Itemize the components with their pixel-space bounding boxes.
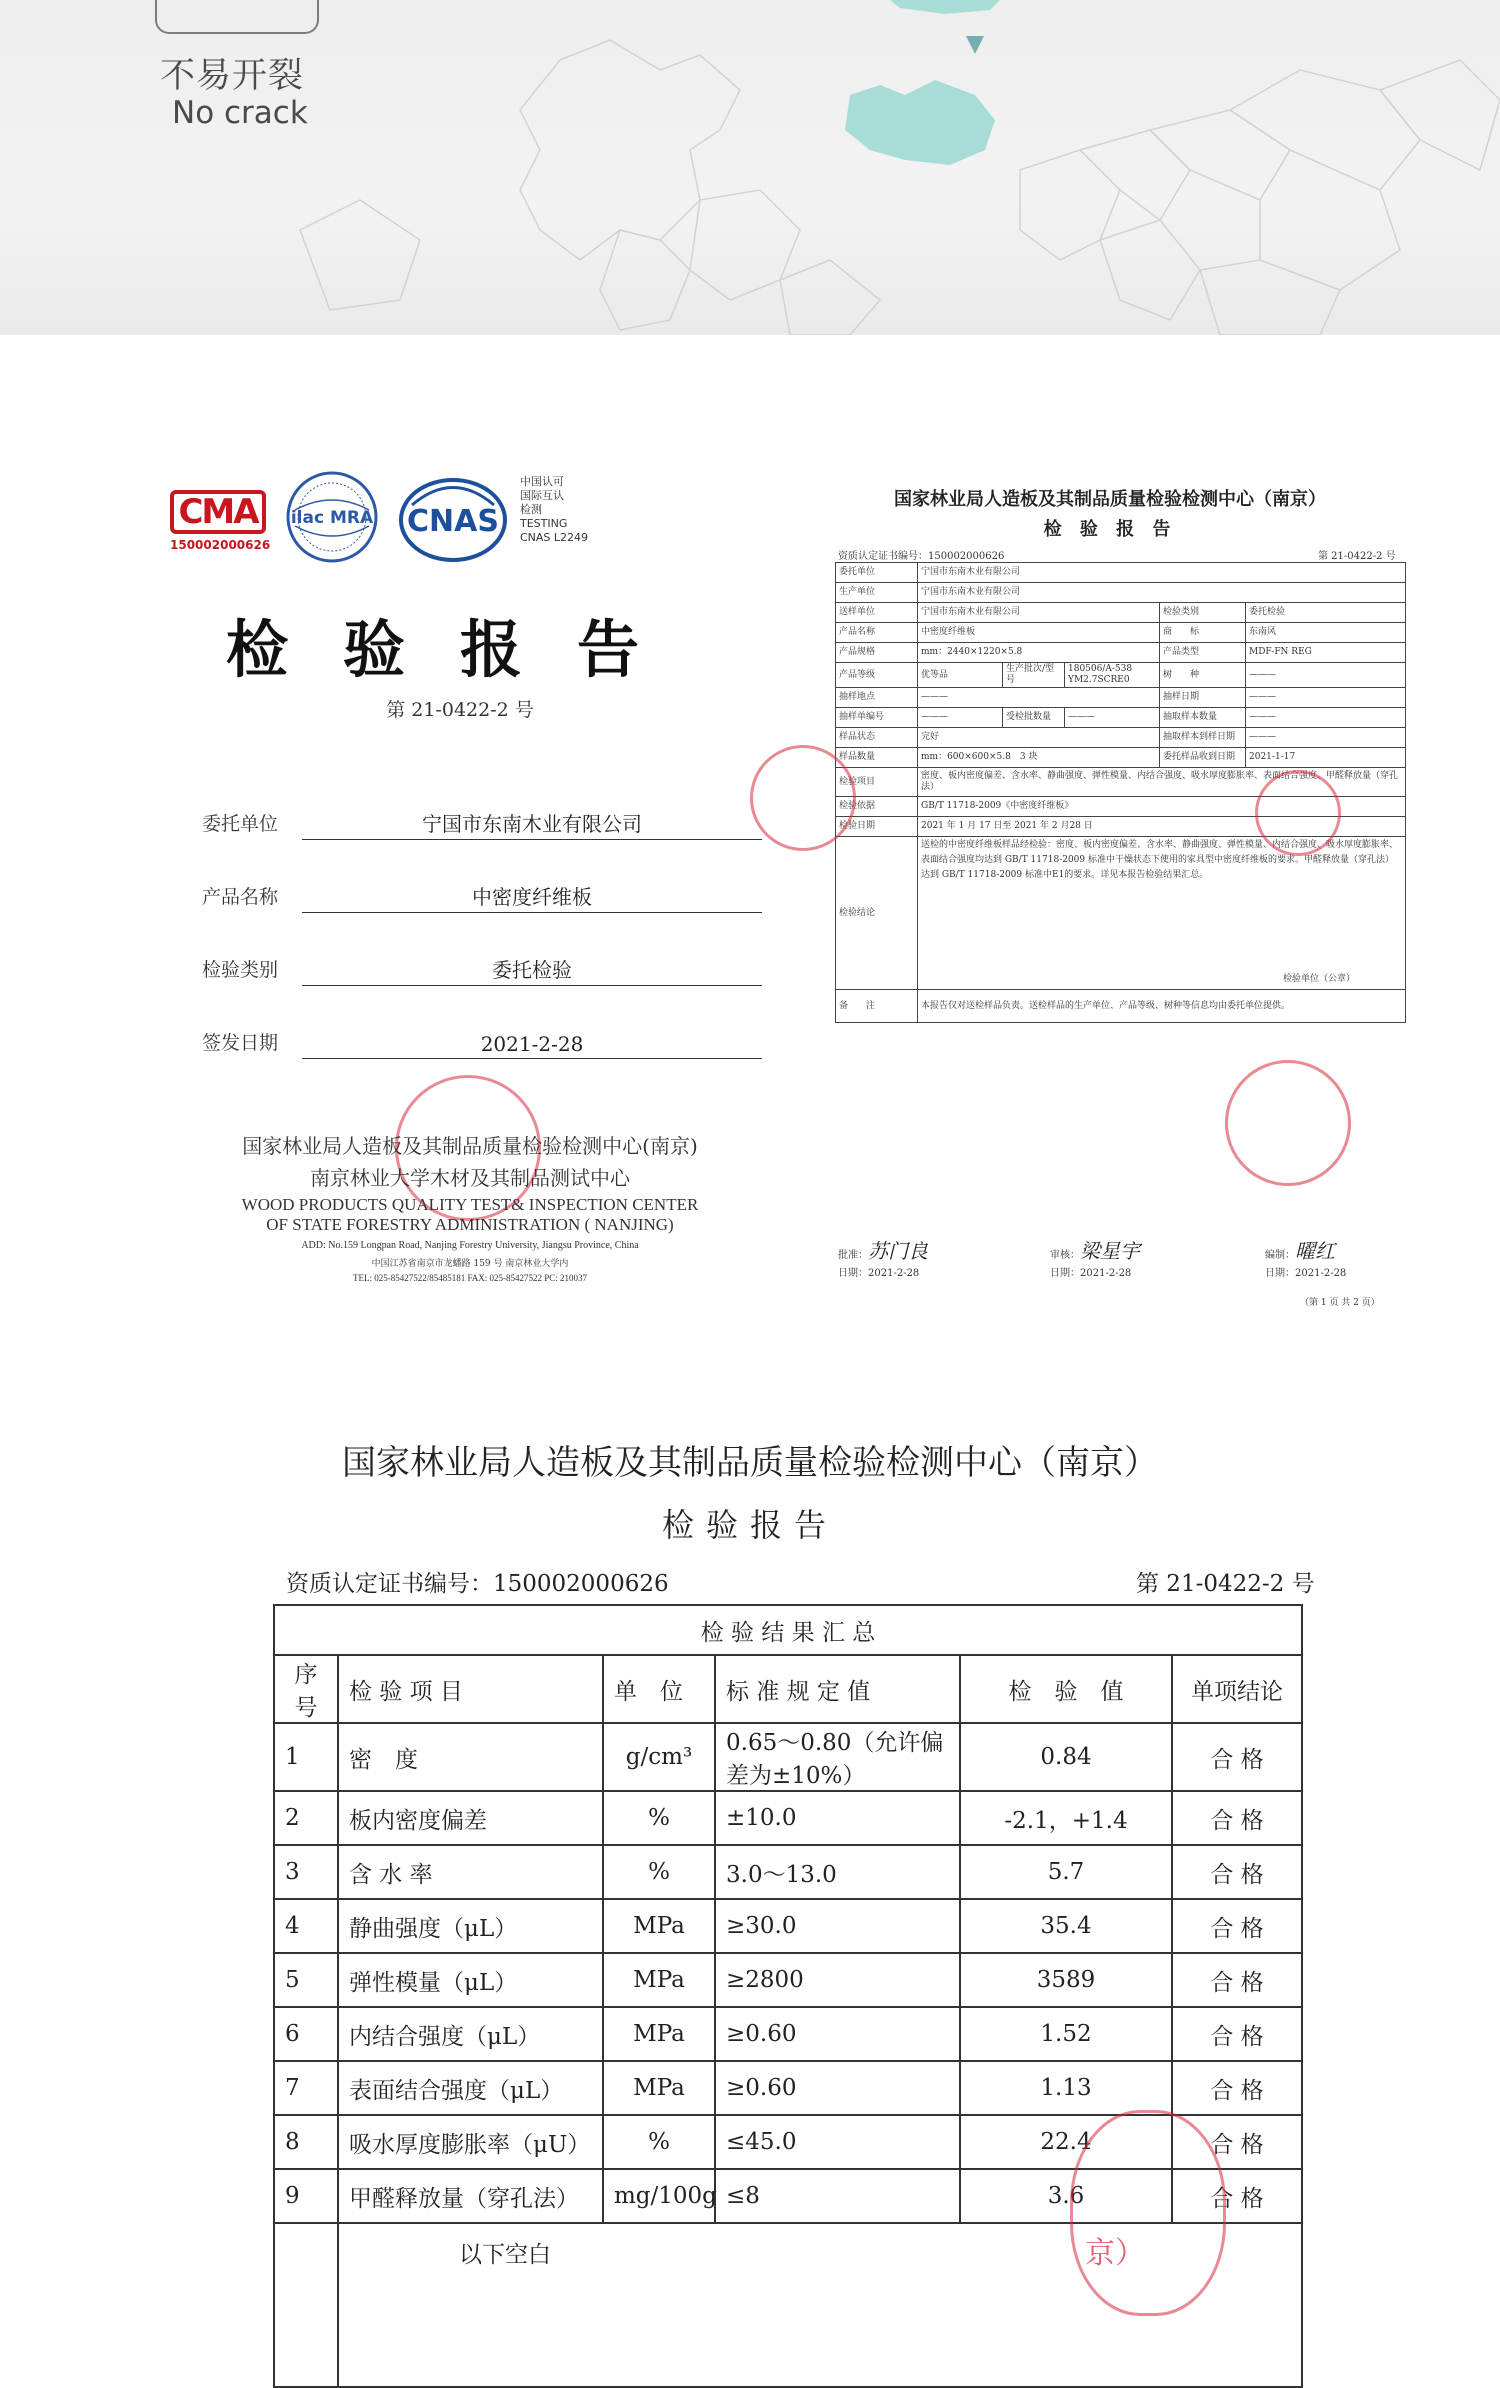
ilac-mra-logo	[285, 470, 380, 565]
sign-date: 2021-2-28	[1080, 1268, 1132, 1279]
table-row	[836, 708, 1406, 728]
cnas-side-line: 中国认可	[520, 475, 564, 488]
cell-result: 合 格	[1172, 1723, 1302, 1791]
conclusion-cell	[918, 837, 1406, 990]
cell-value: ———	[1246, 708, 1406, 728]
cell-value: 中密度纤维板	[918, 623, 1160, 643]
table-row	[274, 2061, 1302, 2115]
cell-no: 6	[274, 2007, 338, 2061]
cell-result: 合 格	[1172, 1845, 1302, 1899]
table-row	[836, 990, 1406, 1023]
cell-value: 宁国市东南木业有限公司	[918, 563, 1406, 583]
cell-label: 送样单位	[836, 603, 918, 623]
cell-no: 3	[274, 1845, 338, 1899]
cell-standard: ±10.0	[715, 1791, 960, 1845]
cell-item: 弹性模量（μL）	[338, 1953, 603, 2007]
cell-label: 样品数量	[836, 748, 918, 768]
cell-value: 0.84	[960, 1723, 1172, 1791]
cnas-logo	[398, 475, 508, 565]
field-product	[202, 873, 762, 913]
org-name-en-2: OF STATE FORESTRY ADMINISTRATION ( NANJING)	[266, 1215, 674, 1234]
cell-item: 静曲强度（μL）	[338, 1899, 603, 1953]
column-header: 序号	[274, 1655, 338, 1723]
feature-label-en: No crack	[172, 95, 308, 131]
cell-item: 密 度	[338, 1723, 603, 1791]
conclusion-text: 送检的中密度纤维板样品经检验：密度、板内密度偏差、含水率、静曲强度、弹性模量、内结合强度、吸水厚度膨胀率、表面结合强度均达到 GB/T 11718-2009 标准中干燥状态下使用的家具型中密度纤维板的要求。甲醛释放量（穿孔法）达到 GB/T 11718-2009 标准中E1的要求。详见本报告检验结果汇总。	[921, 840, 1399, 880]
red-seal-stamp	[750, 745, 856, 851]
cell-result: 合 格	[1172, 2169, 1302, 2223]
cell-result: 合 格	[1172, 2007, 1302, 2061]
cell-value: 优等品	[918, 663, 1003, 688]
cell-value: ———	[918, 708, 1003, 728]
cell-label: 抽取样本数量	[1160, 708, 1246, 728]
cnas-side-line: TESTING	[520, 517, 568, 530]
cell-unit: g/cm³	[603, 1723, 715, 1791]
column-header: 标 准 规 定 值	[715, 1655, 960, 1723]
handwritten-signature: 梁星宇	[1080, 1239, 1140, 1263]
cnas-side-line: 国际互认	[520, 489, 564, 502]
stamp-text-fragment: 京）	[1085, 2236, 1145, 2271]
table-row	[274, 1899, 1302, 1953]
cell-result: 合 格	[1172, 1791, 1302, 1845]
cell-label: 检验项目	[836, 768, 918, 797]
cell-label: 生产单位	[836, 583, 918, 603]
cell-standard: ≥2800	[715, 1953, 960, 2007]
org-sub-cn: 南京林业大学木材及其制品测试中心	[310, 1166, 630, 1190]
table-row	[274, 1845, 1302, 1899]
field-value: 宁国市东南木业有限公司	[302, 808, 762, 840]
cell-value: GB/T 11718-2009《中密度纤维板》	[918, 797, 1406, 817]
cell-item: 板内密度偏差	[338, 1791, 603, 1845]
table-row	[836, 663, 1406, 688]
cell-unit: MPa	[603, 2007, 715, 2061]
cell-label: 抽样单编号	[836, 708, 918, 728]
cell-value: 2021-1-17	[1246, 748, 1406, 768]
page-indicator: （第 1 页 共 2 页）	[1300, 1298, 1380, 1308]
table-caption: 检 验 结 果 汇 总	[274, 1605, 1302, 1655]
cell-value: ———	[1246, 688, 1406, 708]
table-row	[836, 603, 1406, 623]
cell-label: 产品规格	[836, 643, 918, 663]
cell-standard: 3.0～13.0	[715, 1845, 960, 1899]
table-caption-row	[274, 1605, 1302, 1655]
cell-value: 3589	[960, 1953, 1172, 2007]
cell-value: 3.6	[960, 2169, 1172, 2223]
sign-date: 2021-2-28	[1295, 1268, 1347, 1279]
field-client	[202, 800, 762, 840]
seal-label: 检验单位（公章）	[1282, 974, 1355, 984]
cell-label: 抽样地点	[836, 688, 918, 708]
cnas-side-line: 检测	[520, 503, 542, 516]
cell-no: 4	[274, 1899, 338, 1953]
report-number: 第 21-0422-2 号	[386, 699, 534, 721]
field-issue-date	[202, 1019, 762, 1059]
cert-number: 资质认定证书编号：150002000626	[838, 551, 1005, 562]
results-summary-page	[0, 1420, 1500, 2322]
cell-item: 甲醛释放量（穿孔法）	[338, 2169, 603, 2223]
table-row	[274, 1723, 1302, 1791]
cell-label: 委托单位	[836, 563, 918, 583]
cell-value: MDF-FN REG	[1246, 643, 1406, 663]
cnas-side-text	[520, 475, 588, 545]
cell-result: 合 格	[1172, 1899, 1302, 1953]
column-header: 检 验 项 目	[338, 1655, 603, 1723]
report-subheader: 检 验 报 告	[1043, 519, 1177, 540]
cell-value: 35.4	[960, 1899, 1172, 1953]
table-row	[274, 1791, 1302, 1845]
cell-value: mm：2440×1220×5.8	[918, 643, 1160, 663]
cell-label: 检验结论	[836, 837, 918, 990]
cell-unit: %	[603, 1845, 715, 1899]
red-seal-stamp	[1070, 2110, 1226, 2316]
org-name-cn: 国家林业局人造板及其制品质量检验检测中心(南京)	[242, 1134, 698, 1158]
cell-value: ———	[918, 688, 1160, 708]
field-label: 产品名称	[202, 886, 279, 908]
cell-unit: MPa	[603, 1899, 715, 1953]
cell-value: 1.52	[960, 2007, 1172, 2061]
cell-standard: ≤8	[715, 2169, 960, 2223]
cell-result: 合 格	[1172, 2061, 1302, 2115]
cell-label: 检验日期	[836, 817, 918, 837]
cell-label: 委托样品收到日期	[1160, 748, 1246, 768]
cell-standard: ≥0.60	[715, 2061, 960, 2115]
table-row	[836, 688, 1406, 708]
cell-value: 1.13	[960, 2061, 1172, 2115]
blank-text: 以下空白	[459, 2242, 551, 2268]
cell-label: 产品类型	[1160, 643, 1246, 663]
cell-value: 委托检验	[1246, 603, 1406, 623]
report-title: 检验报告	[225, 613, 694, 686]
cell-value: -2.1，+1.4	[960, 1791, 1172, 1845]
cell-item: 内结合强度（μL）	[338, 2007, 603, 2061]
field-type	[202, 946, 762, 986]
cell-unit: mg/100g	[603, 2169, 715, 2223]
cma-number: 150002000626	[170, 538, 271, 552]
cell-label: 样品状态	[836, 728, 918, 748]
address-en: ADD: No.159 Longpan Road, Nanjing Forestry University, Jiangsu Province, China	[301, 1240, 639, 1251]
table-row	[274, 1953, 1302, 2007]
cell-label: 生产批次/型号	[1003, 663, 1065, 688]
column-header: 单项结论	[1172, 1655, 1302, 1723]
cell-empty	[274, 2223, 338, 2387]
field-label: 委托单位	[202, 813, 279, 835]
field-value: 2021-2-28	[302, 1032, 762, 1059]
sign-label: 编制：	[1265, 1250, 1295, 1261]
table-row	[836, 643, 1406, 663]
cell-standard: 0.65～0.80（允许偏差为±10%）	[715, 1723, 960, 1791]
field-label: 检验类别	[202, 959, 279, 981]
date-label: 日期：	[1265, 1268, 1295, 1279]
table-row	[836, 837, 1406, 990]
summary-subheader: 检验报告	[661, 1506, 838, 1544]
cnas-text: CNAS	[407, 504, 499, 539]
cell-value: 宁国市东南木业有限公司	[918, 603, 1160, 623]
cnas-side-line: CNAS L2249	[520, 531, 589, 544]
cell-standard: ≥30.0	[715, 1899, 960, 1953]
cell-item: 吸水厚度膨胀率（μU）	[338, 2115, 603, 2169]
review-signature	[1050, 1235, 1140, 1279]
cell-label: 产品等级	[836, 663, 918, 688]
cell-result: 合 格	[1172, 1953, 1302, 2007]
cell-unit: %	[603, 1791, 715, 1845]
cell-label: 检验类别	[1160, 603, 1246, 623]
sign-date: 2021-2-28	[868, 1268, 920, 1279]
cell-label: 受检批数量	[1003, 708, 1065, 728]
column-header: 单 位	[603, 1655, 715, 1723]
report-number: 第 21-0422-2 号	[1318, 551, 1396, 562]
cell-unit: MPa	[603, 2061, 715, 2115]
cell-value: mm：600×600×5.8 3 块	[918, 748, 1160, 768]
cell-value: 密度、板内密度偏差、含水率、静曲强度、弹性模量、内结合强度、吸水厚度膨胀率、表面结合强度、甲醛释放量（穿孔法）	[918, 768, 1406, 797]
cert-number: 资质认定证书编号：150002000626	[286, 1571, 669, 1597]
cell-value: 宁国市东南木业有限公司	[918, 583, 1406, 603]
cell-label: 产品名称	[836, 623, 918, 643]
org-name-en: WOOD PRODUCTS QUALITY TEST& INSPECTION CENTER	[241, 1195, 699, 1214]
cell-label: 备 注	[836, 990, 918, 1023]
table-row	[836, 623, 1406, 643]
field-label: 签发日期	[202, 1032, 279, 1054]
cell-result: 合 格	[1172, 2115, 1302, 2169]
cell-value: 180506/A-538 YM2.7SCRE0	[1065, 663, 1160, 688]
cma-logo	[170, 480, 270, 550]
cell-value: 本报告仅对送检样品负责。送检样品的生产单位、产品等级、树种等信息均由委托单位提供。	[918, 990, 1406, 1023]
date-label: 日期：	[1050, 1268, 1080, 1279]
edit-signature	[1265, 1235, 1346, 1279]
address-cn: 中国江苏省南京市龙蟠路 159 号 南京林业大学内	[371, 1259, 569, 1269]
sign-label: 批准：	[838, 1250, 868, 1261]
field-value: 中密度纤维板	[302, 881, 762, 913]
cell-item: 含 水 率	[338, 1845, 603, 1899]
cell-no: 5	[274, 1953, 338, 2007]
report-number: 第 21-0422-2 号	[1136, 1571, 1315, 1597]
cell-label: 树 种	[1160, 663, 1246, 688]
date-label: 日期：	[838, 1268, 868, 1279]
cell-standard: ≤45.0	[715, 2115, 960, 2169]
summary-header: 国家林业局人造板及其制品质量检验检测中心（南京）	[342, 1443, 1158, 1483]
cell-no: 7	[274, 2061, 338, 2115]
cma-mark: CMA	[170, 490, 266, 534]
cell-unit: %	[603, 2115, 715, 2169]
table-row	[836, 563, 1406, 583]
handwritten-signature: 苏门良	[868, 1239, 928, 1263]
product-feature-banner	[0, 0, 1500, 335]
handwritten-signature: 曜红	[1295, 1239, 1335, 1263]
table-header-row	[274, 1655, 1302, 1723]
cell-value: 东南风	[1246, 623, 1406, 643]
cell-label: 检验依据	[836, 797, 918, 817]
table-row	[274, 2007, 1302, 2061]
contact-info: TEL: 025-85427522/85485181 FAX: 025-85427522 PC: 210037	[352, 1273, 588, 1283]
cell-value: 5.7	[960, 1845, 1172, 1899]
cell-label: 商 标	[1160, 623, 1246, 643]
cell-value: ———	[1065, 708, 1160, 728]
cell-value: 22.4	[960, 2115, 1172, 2169]
sign-label: 审核：	[1050, 1250, 1080, 1261]
table-row	[836, 583, 1406, 603]
cell-no: 9	[274, 2169, 338, 2223]
report-detail-page	[830, 485, 1450, 1315]
feature-pill-outline	[155, 0, 319, 34]
table-row	[836, 748, 1406, 768]
cell-value: ———	[1246, 663, 1406, 688]
approve-signature	[838, 1235, 928, 1279]
column-header: 检 验 值	[960, 1655, 1172, 1723]
report-cover	[150, 450, 770, 1330]
ilac-text: ilac MRA	[290, 508, 374, 528]
red-seal-stamp	[1255, 770, 1341, 856]
cell-no: 1	[274, 1723, 338, 1791]
cell-label: 抽取样本到样日期	[1160, 728, 1246, 748]
red-seal-stamp	[1225, 1060, 1351, 1186]
cell-unit: MPa	[603, 1953, 715, 2007]
field-value: 委托检验	[302, 954, 762, 986]
cell-standard: ≥0.60	[715, 2007, 960, 2061]
cell-no: 8	[274, 2115, 338, 2169]
accreditation-logos	[170, 470, 770, 580]
report-header: 国家林业局人造板及其制品质量检验检测中心（南京）	[894, 489, 1326, 510]
cell-no: 2	[274, 1791, 338, 1845]
cell-label: 抽样日期	[1160, 688, 1246, 708]
cell-value: 2021 年 1 月 17 日至 2021 年 2 月28 日	[918, 817, 1406, 837]
feature-label-cn: 不易开裂	[160, 56, 305, 96]
cell-value: ———	[1246, 728, 1406, 748]
table-row	[836, 728, 1406, 748]
cell-item: 表面结合强度（μL）	[338, 2061, 603, 2115]
cell-value: 完好	[918, 728, 1160, 748]
